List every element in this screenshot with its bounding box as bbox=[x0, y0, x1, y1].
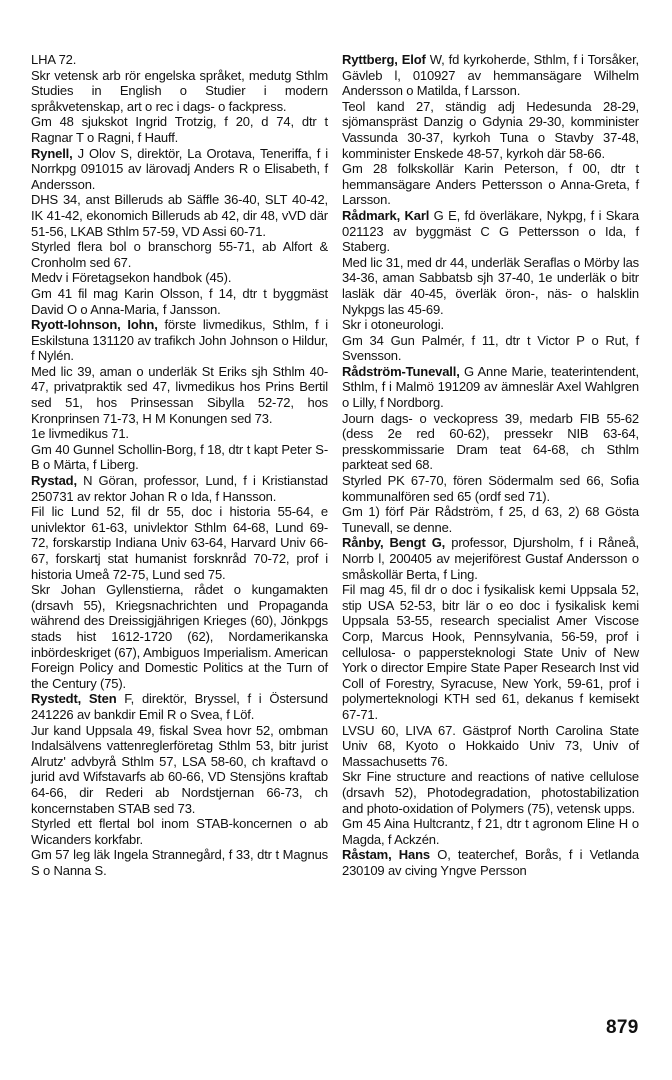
entry-text: Gm 40 Gunnel Schollin-Borg, f 18, dtr t kapt Peter S-B o Märta, f Liberg. bbox=[31, 441, 328, 473]
entry-text: LHA 72. bbox=[31, 52, 77, 67]
entry-text: 1e livmedikus 71. bbox=[31, 426, 129, 442]
entry-heading-paragraph bbox=[342, 847, 639, 878]
entry-paragraph bbox=[31, 426, 328, 442]
entry-paragraph bbox=[342, 816, 639, 847]
entry-text: J Olov S, direktör, La Orotava, Teneriffa, f i Norrkpg 091015 av lärovadj Anders R o Elisabeth, f Andersson. bbox=[31, 145, 328, 192]
entry-text: Gm 45 Aina Hultcrantz, f 21, dtr t agronom Eline H o Magda, f Ackzén. bbox=[342, 816, 639, 847]
entry-heading-paragraph bbox=[342, 364, 639, 411]
entry-heading-paragraph bbox=[342, 535, 639, 582]
entry-paragraph bbox=[342, 161, 639, 208]
entry-paragraph bbox=[342, 582, 639, 722]
entry-paragraph bbox=[342, 769, 639, 816]
entry-paragraph bbox=[31, 582, 328, 691]
entry-paragraph bbox=[342, 99, 639, 161]
entry-text: förste livmedikus, Sthlm, f i Eskilstuna 131120 av trafikch John Johnson o Hildur, f Nylén. bbox=[31, 317, 328, 364]
entry-text: Gm 34 Gun Palmér, f 11, dtr t Victor P o Rut, f Svensson. bbox=[342, 332, 639, 364]
entry-heading-paragraph bbox=[31, 473, 328, 504]
entry-paragraph bbox=[31, 114, 328, 145]
entry-text: Styrled PK 67-70, fören Södermalm sed 66, Sofia kommunalfören sed 65 (ordf sed 71). bbox=[342, 473, 639, 504]
right-column bbox=[342, 52, 639, 878]
entry-text: LVSU 60, LIVA 67. Gästprof North Carolina State Univ 68, Kyoto o Hokkaido Univ 73, Univ of Massachusetts 76. bbox=[342, 722, 639, 769]
entry-text: Gm 28 folkskollär Karin Peterson, f 00, dtr t hemmansägare Anders Pettersson o Anna-Greta, f Larsson. bbox=[342, 161, 639, 208]
entry-heading-paragraph bbox=[31, 317, 328, 364]
entry-paragraph bbox=[31, 847, 328, 878]
entry-heading-paragraph bbox=[342, 208, 639, 255]
left-column bbox=[31, 52, 328, 878]
entry-paragraph bbox=[342, 723, 639, 770]
entry-text: Fil lic Lund 52, fil dr 55, doc i historia 55-64, e univlektor 61-63, univlektor Sthlm 64-68, Lund 69-72, forskarstip Indiana Univ 63-64, Harvard Univ 66-67, forskartj stat humanist forsknråd 70-72, prof i historia Umeå 72-75, Lund sed 75. bbox=[31, 504, 328, 582]
entry-text: Skr vetensk arb rör engelska språket, medutg Sthlm Studies in English o Studier i modern språkvetenskap, art o rec i dags- o fackpress. bbox=[31, 67, 328, 114]
entry-text: Skr Fine structure and reactions of native cellulose (drsavh 52), Photodegradation, photostabilization and photo-oxidation of Polymers (75), vetensk upps. bbox=[342, 769, 639, 816]
entry-text: W, fd kyrkoherde, Sthlm, f i Torsåker, Gävleb l, 010927 av hemmansägare Wilhelm Andersson o Matilda, f Larsson. bbox=[342, 52, 640, 99]
entry-headword: Rådström-Tunevall, bbox=[342, 363, 460, 379]
entry-headword: Rynell, bbox=[31, 145, 73, 161]
entry-heading-paragraph bbox=[31, 691, 328, 722]
entry-headword: Rånby, Bengt G, bbox=[342, 535, 446, 551]
entry-paragraph bbox=[342, 473, 639, 504]
entry-paragraph bbox=[31, 52, 328, 68]
entry-heading-paragraph bbox=[342, 52, 639, 99]
entry-text: Fil mag 45, fil dr o doc i fysikalisk kemi Uppsala 52, stip USA 52-53, bitr lär o eo doc i fysikalisk kemi Uppsala 53-55, research specialist Amer Viscose Corp, Marcus Hook, Pennsylvania, 56-59, prof i cellulosa- o pappersteknologi State Univ of New York o director Empire State Paper Research Inst vid Coll of Forestry, Syracuse, New York, 59-61, prof i polymerteknologi KTH sed 61, dekanus f kemisekt 67-71. bbox=[342, 582, 639, 722]
entry-text: DHS 34, anst Billeruds ab Säffle 36-40, SLT 40-42, IK 41-42, ekonomich Billeruds ab 42, dir 48, vVD där 51-56, LKAB Sthlm 57-59, VD Assi 60-71. bbox=[31, 192, 328, 239]
entry-paragraph bbox=[342, 317, 639, 333]
entry-heading-paragraph bbox=[31, 146, 328, 193]
entry-text: Teol kand 27, ständig adj Hedesunda 28-29, sjömanspräst Danzig o Gdynia 29-30, komminister Vassunda 30-37, kyrkoh Tuna o Stavby 37-48, komminister Enskede 48-57, kyrkoh där 58-66. bbox=[342, 98, 639, 161]
entry-text: G E, fd överläkare, Nykpg, f i Skara 021123 av byggmäst C G Pettersson o Ida, f Staberg. bbox=[342, 207, 639, 255]
entry-paragraph bbox=[31, 723, 328, 817]
entry-paragraph bbox=[31, 270, 328, 286]
entry-text: Jur kand Uppsala 49, fiskal Svea hovr 52, ombman Indalsälvens vattenreglerföretag Sthlm 53, bitr jurist Alrutz' advbyrå Sthlm 57, LSA 58-60, ch kraftavd o jurid avd Wifstavarfs ab 60-66, VD Stensjöns kraftab 64-66, dir Rederi ab Nordstjernan 66-73, ch koncernstaben STAB sed 73. bbox=[31, 722, 328, 816]
entry-paragraph bbox=[31, 192, 328, 239]
entry-text: Styrled flera bol o branschorg 55-71, ab Alfort & Cronholm sed 67. bbox=[31, 239, 328, 270]
entry-paragraph bbox=[31, 504, 328, 582]
entry-headword: Ryttberg, Elof bbox=[342, 52, 426, 67]
entry-paragraph bbox=[31, 364, 328, 426]
entry-text: Med lic 31, med dr 44, underläk Seraflas o Mörby las 34-36, aman Sabbatsb sjh 37-40, 1e underläk o bitr lasläk där 40-45, överläk öron-, näs- o halsklin Nykpgs las 45-69. bbox=[342, 254, 639, 317]
entry-paragraph bbox=[342, 411, 639, 473]
entry-paragraph bbox=[31, 442, 328, 473]
entry-text: O, teaterchef, Borås, f i Vetlanda 230109 av civing Yngve Persson bbox=[342, 847, 639, 878]
entry-text: F, direktör, Bryssel, f i Östersund 241226 av bankdir Emil R o Svea, f Löf. bbox=[31, 691, 328, 722]
entry-text: Skr i otoneurologi. bbox=[342, 317, 444, 333]
entry-paragraph bbox=[31, 239, 328, 270]
entry-headword: Rådmark, Karl bbox=[342, 207, 430, 223]
entry-text: Gm 41 fil mag Karin Olsson, f 14, dtr t byggmäst David O o Anna-Maria, f Jansson. bbox=[31, 285, 328, 317]
entry-paragraph bbox=[342, 255, 639, 317]
entry-text: Gm 48 sjukskot Ingrid Trotzig, f 20, d 74, dtr t Ragnar T o Ragni, f Hauff. bbox=[31, 114, 328, 145]
entry-text: Journ dags- o veckopress 39, medarb FIB 55-62 (dess 2e red 60-62), pressekr NIB 63-64, presskommissarie Dram teat 64-68, ch Sthlm parkteat sed 68. bbox=[342, 410, 639, 473]
entry-text: professor, Djursholm, f i Råneå, Norrb l, 200405 av mejeriförest Gustaf Andersson o småskollär Berta, f Ling. bbox=[342, 535, 639, 582]
entry-headword: Rystedt, Sten bbox=[31, 691, 117, 707]
entry-text: Gm 57 leg läk Ingela Strannegård, f 33, dtr t Magnus S o Nanna S. bbox=[31, 847, 328, 878]
entry-paragraph bbox=[342, 333, 639, 364]
entry-headword: Rystad, bbox=[31, 473, 77, 489]
entry-text: N Göran, professor, Lund, f i Kristianstad 250731 av rektor Johan R o Ida, f Hansson. bbox=[31, 473, 328, 504]
entry-text: Medv i Företagsekon handbok (45). bbox=[31, 270, 232, 286]
entry-text: G Anne Marie, teaterintendent, Sthlm, f i Malmö 191209 av ämneslär Axel Wahlgren o Lilly, f Nordborg. bbox=[342, 363, 639, 411]
entry-text: Skr Johan Gyllenstierna, rådet o kungamakten (drsavh 55), Kriegsnachrichten und Propaganda während des Dreissigjährigen Krieges (60), Jönkpgs stads hist 1612-1720 (62), Nordamerikanska inbördeskriget (67), Ambiguos Imperialism. American Foreign Policy and Domestic Politics at the Turn of the Century (75). bbox=[31, 582, 328, 691]
entry-text: Gm 1) förf Pär Rådström, f 25, d 63, 2) 68 Gösta Tunevall, se denne. bbox=[342, 504, 639, 535]
entry-paragraph bbox=[31, 68, 328, 115]
entry-headword: Ryott-Iohnson, Iohn, bbox=[31, 317, 158, 333]
entry-paragraph bbox=[31, 816, 328, 847]
entry-paragraph bbox=[31, 286, 328, 317]
entry-headword: Råstam, Hans bbox=[342, 847, 430, 863]
entry-text: Styrled ett flertal bol inom STAB-koncernen o ab Wicanders korkfabr. bbox=[31, 816, 328, 847]
entry-paragraph bbox=[342, 504, 639, 535]
page-number: 879 bbox=[606, 1017, 639, 1038]
entry-text: Med lic 39, aman o underläk St Eriks sjh Sthlm 40-47, privatpraktik sed 47, livmedikus hos Prins Bertil sed 51, hos Prinsessan Sibylla 52-72, hos Kronprinsen 71-73, H M Konungen sed 73. bbox=[31, 363, 328, 426]
